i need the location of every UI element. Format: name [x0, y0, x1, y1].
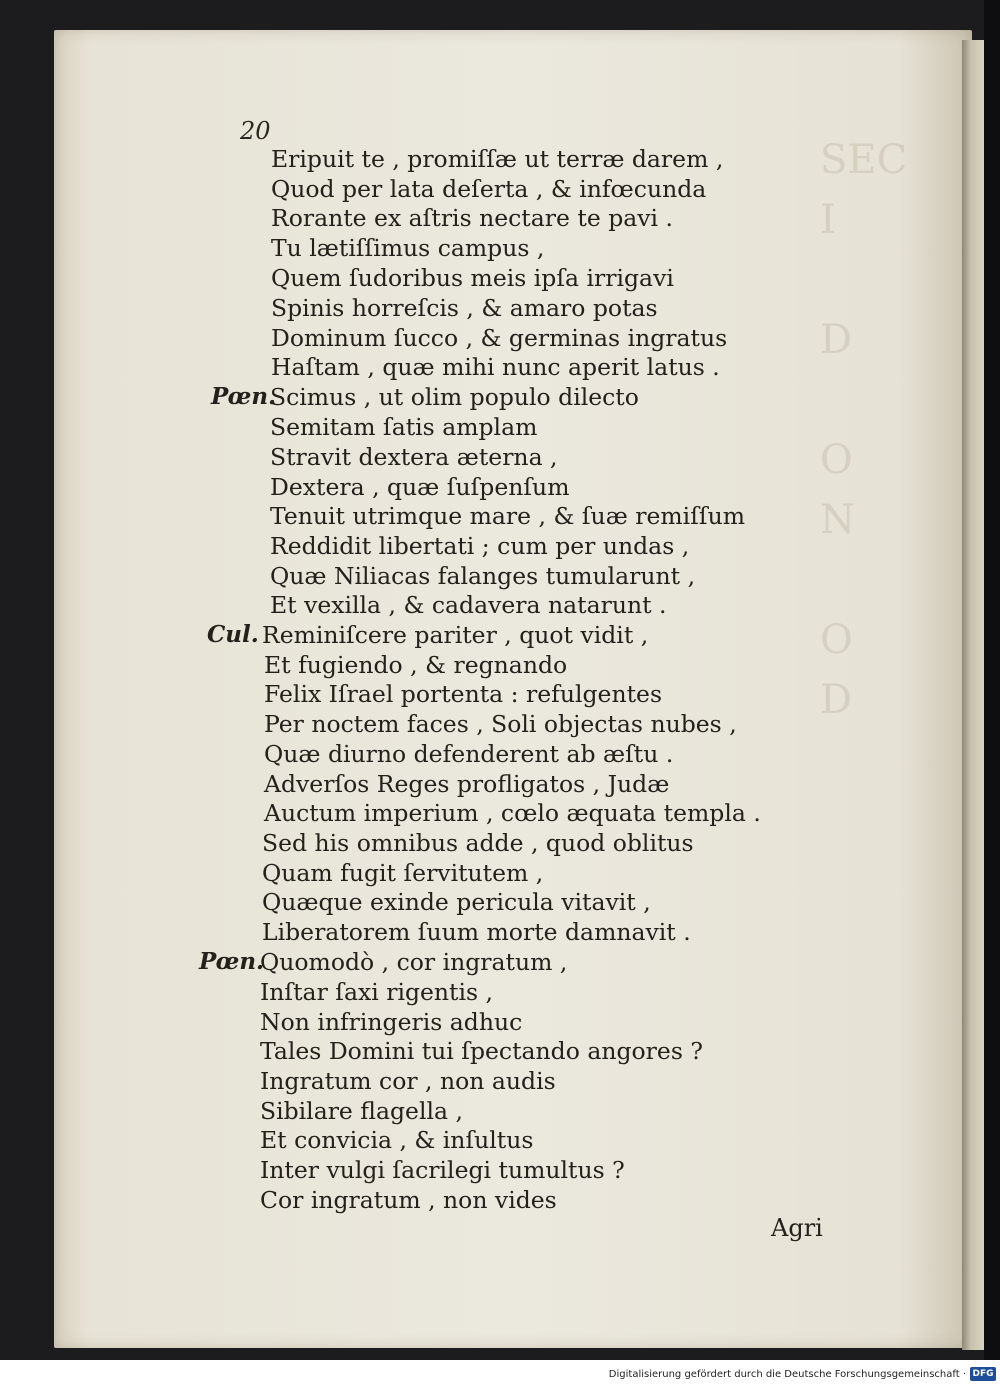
verse-line: Inter vulgi ſacrilegi tumultus ? — [260, 1156, 625, 1184]
verse-line: Ingratum cor , non audis — [260, 1067, 556, 1095]
verse-line: Auctum imperium , cœlo æquata templa . — [264, 799, 761, 827]
verse-line: Inſtar ſaxi rigentis , — [260, 978, 494, 1006]
verse-line: Sed his omnibus adde , quod oblitus — [262, 829, 694, 857]
verse-line: Quod per lata deſerta , & infœcunda — [271, 175, 707, 203]
verse-line: Haſtam , quæ mihi nunc aperit latus . — [271, 353, 720, 381]
verse-line: Spinis horreſcis , & amaro potas — [271, 294, 658, 322]
verse-line: Stravit dextera æterna , — [270, 443, 558, 471]
digitization-footer — [0, 1360, 1000, 1388]
speaker-label: Cul. — [207, 621, 259, 648]
footer-credit: Digitalisierung gefördert durch die Deutsche Forschungsgemeinschaft · — [608, 1369, 966, 1380]
verse-line: Liberatorem ſuum morte damnavit . — [262, 918, 691, 946]
verse-line: Tu lætiſſimus campus , — [271, 234, 545, 262]
verse-line: Eripuit te , promiſſæ ut terræ darem , — [271, 145, 724, 173]
verse-line: Quam fugit ſervitutem , — [262, 859, 544, 887]
verse-line: Dextera , quæ ſuſpenſum — [270, 473, 570, 501]
verse-line: Et vexilla , & cadavera natarunt . — [270, 591, 667, 619]
verse-line: Quem ſudoribus meis ipſa irrigavi — [271, 264, 674, 292]
verse-line: Sibilare flagella , — [260, 1097, 463, 1125]
verse-line: Scimus , ut olim populo dilecto — [270, 383, 639, 411]
verse-line: Et convicia , & inſultus — [260, 1126, 534, 1154]
verse-line: Quomodò , cor ingratum , — [260, 948, 568, 976]
verse-line: Cor ingratum , non vides — [260, 1186, 557, 1214]
facing-page-edge — [962, 40, 984, 1350]
dfg-logo-icon: DFG — [970, 1367, 996, 1381]
verse-line: Non infringeris adhuc — [260, 1008, 523, 1036]
verse-line: Adverſos Reges profligatos , Judæ — [264, 770, 670, 798]
verse-line: Et fugiendo , & regnando — [264, 651, 568, 679]
verse-line: Tenuit utrimque mare , & ſuæ remiſſum — [270, 502, 746, 530]
speaker-label: Pœn. — [211, 383, 277, 410]
verse-line: Quæ diurno defenderent ab æſtu . — [264, 740, 674, 768]
verse-line: Per noctem faces , Soli objectas nubes , — [264, 710, 737, 738]
verse-line: Quæque exinde pericula vitavit , — [262, 888, 651, 916]
verse-line: Tales Domini tui ſpectando angores ? — [260, 1037, 703, 1065]
speaker-label: Pœn. — [199, 948, 265, 975]
verse-line: Dominum ſucco , & germinas ingratus — [271, 324, 728, 352]
verse-line: Rorante ex aſtris nectare te pavi . — [271, 204, 673, 232]
binding-shadow — [984, 0, 1000, 1360]
verse-line: Semitam ſatis amplam — [270, 413, 538, 441]
verse-line: Felix Iſrael portenta : refulgentes — [264, 680, 663, 708]
verse-line: Quæ Niliacas falanges tumularunt , — [270, 562, 696, 590]
verse-line: Reminiſcere pariter , quot vidit , — [262, 621, 649, 649]
catchword: Agri — [771, 1214, 823, 1242]
page-number: 20 — [240, 117, 271, 145]
verse-line: Reddidit libertati ; cum per undas , — [270, 532, 690, 560]
